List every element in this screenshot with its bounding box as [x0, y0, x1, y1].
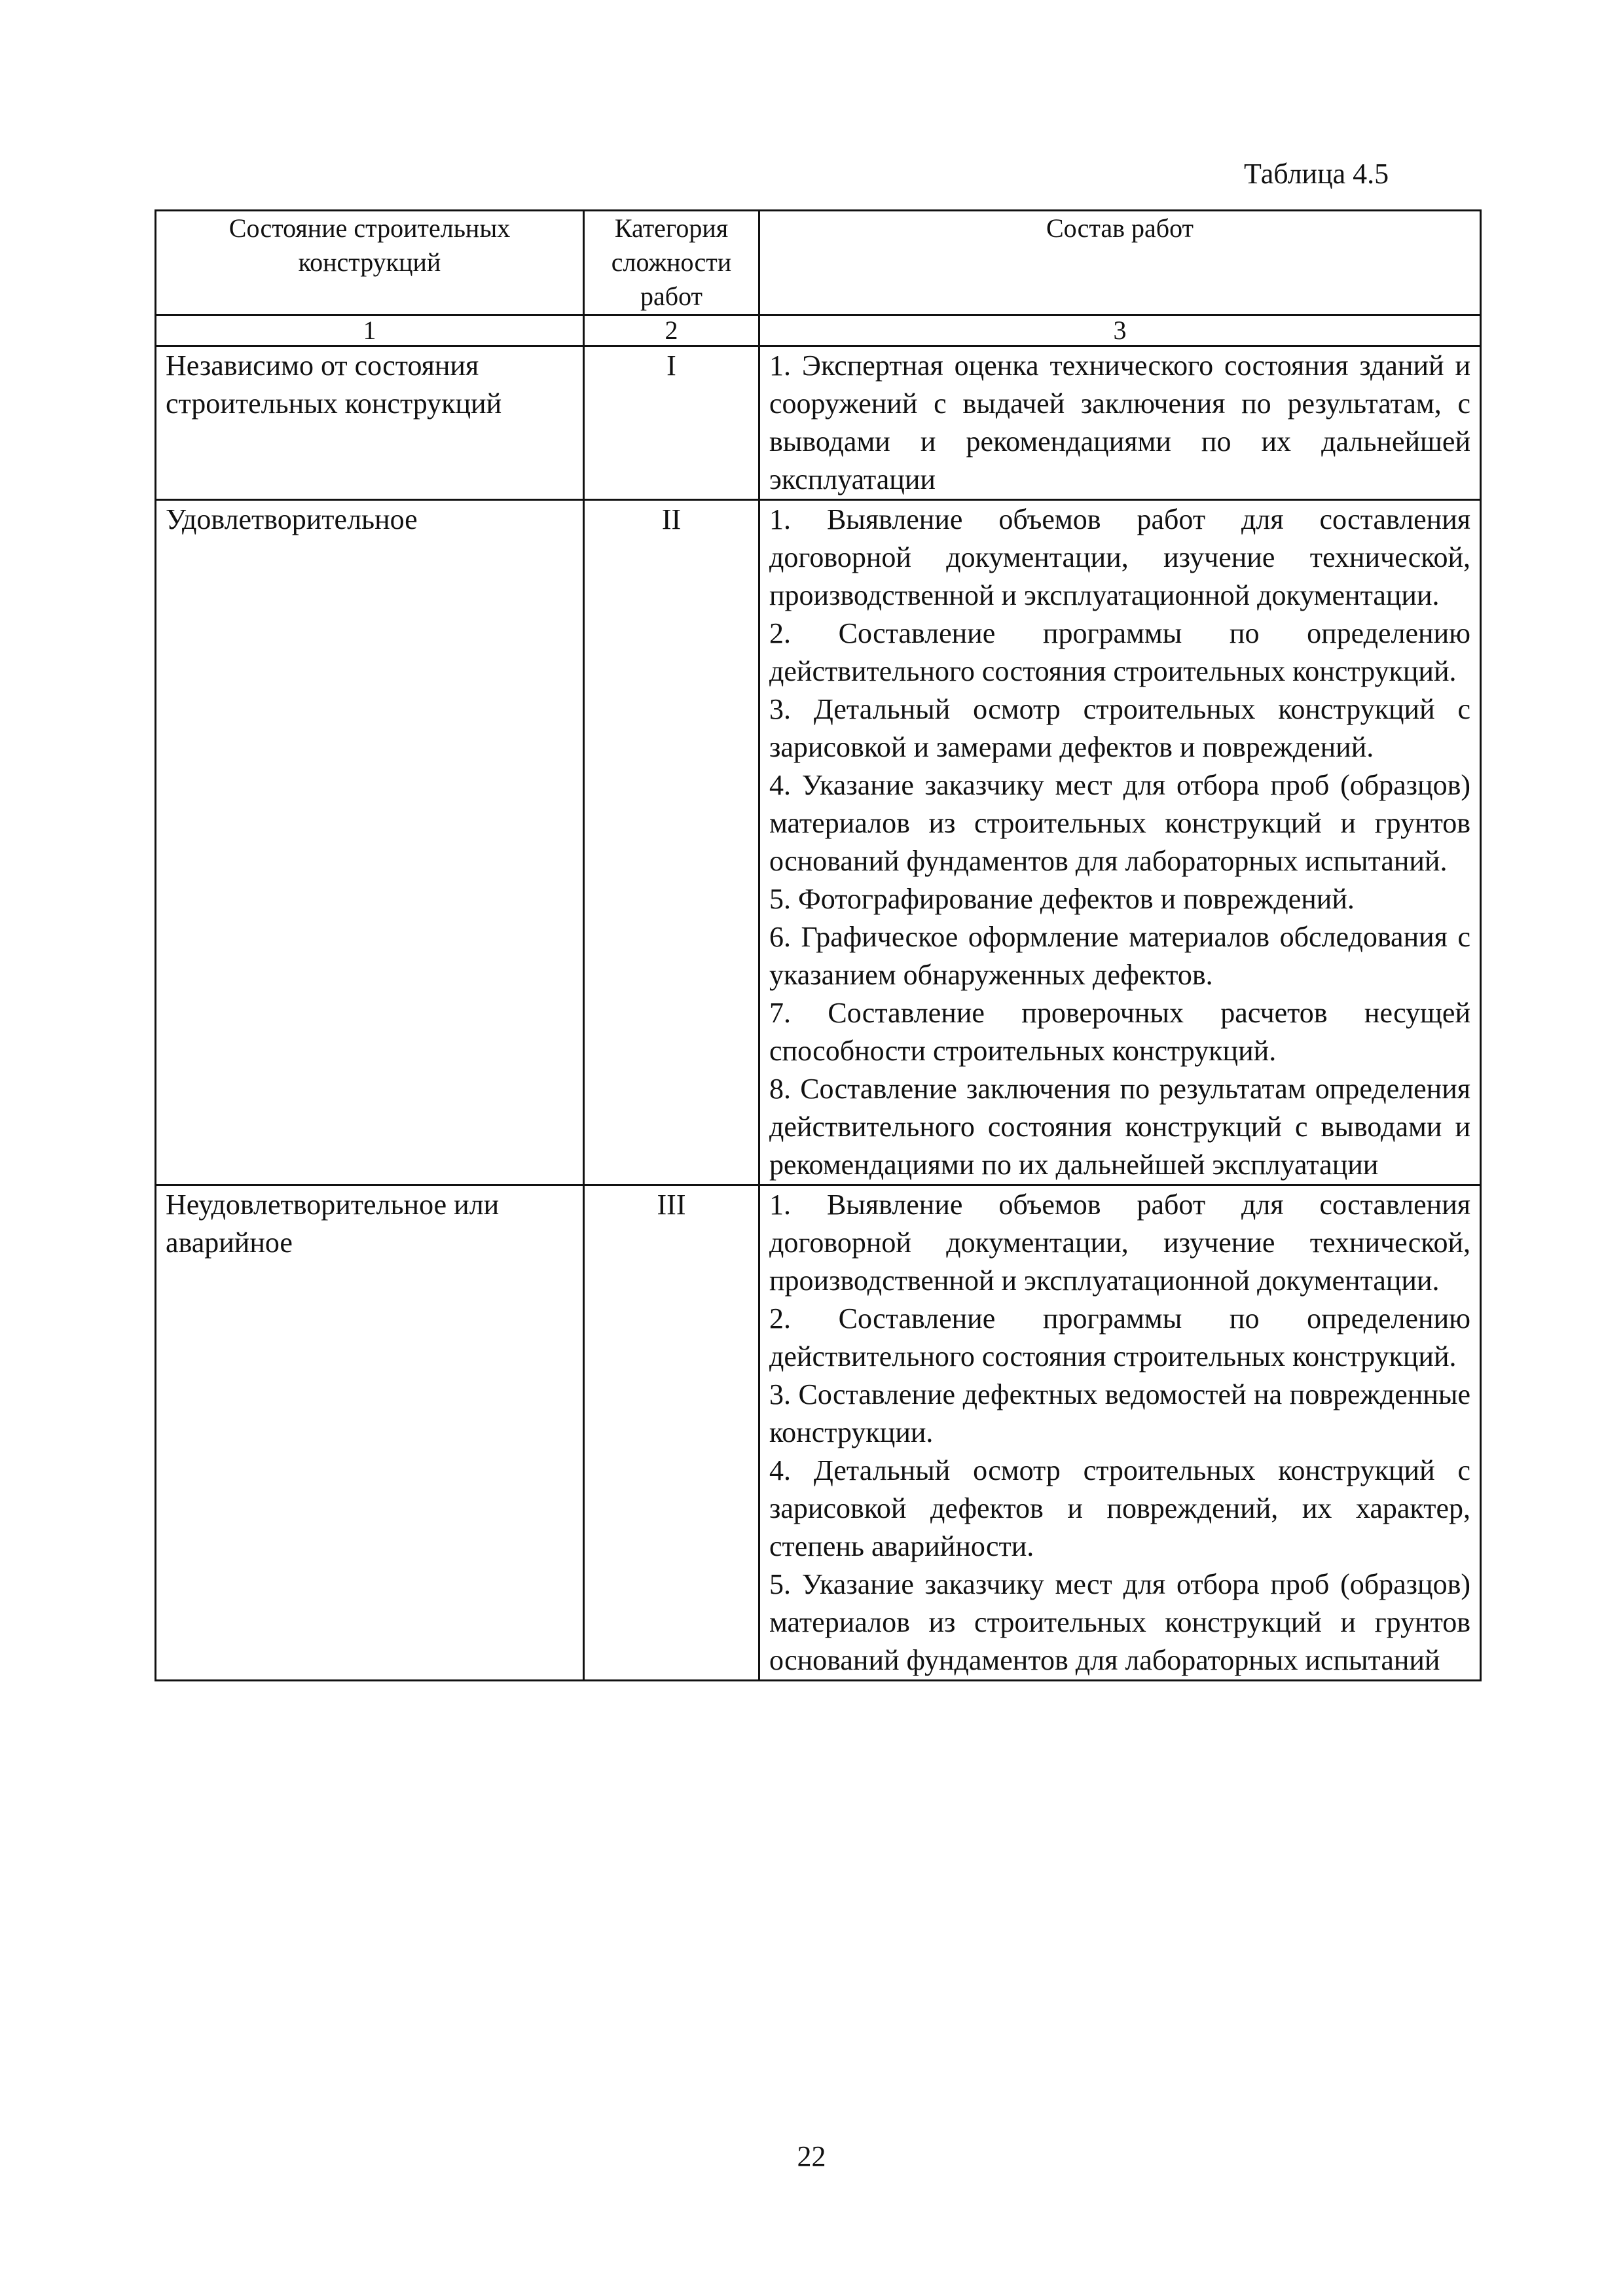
- state-cell: Удовлетворительное: [156, 500, 584, 1185]
- work-item: 8. Составление заключения по результатам определения действительного состояния конструкций с выводами и рекомендациями по их дальнейшей эксплуатации: [769, 1073, 1470, 1181]
- work-item: 1. Экспертная оценка технического состояния зданий и сооружений с выдачей заключения по результатам, с выводами и рекомендациями по их дальнейшей эксплуатации: [769, 350, 1470, 495]
- works-cell: [759, 500, 1481, 1185]
- category-cell: II: [584, 500, 759, 1185]
- work-item: 6. Графическое оформление материалов обследования с указанием обнаруженных дефектов.: [769, 921, 1470, 991]
- column-number: 3: [759, 315, 1481, 346]
- table-row: [156, 500, 1481, 1185]
- work-item: 1. Выявление объемов работ для составления договорной документации, изучение технической, производственной и эксплуатационной документации.: [769, 1189, 1470, 1297]
- work-item: 3. Детальный осмотр строительных конструкций с зарисовкой и замерами дефектов и повреждений.: [769, 693, 1470, 763]
- work-item: 2. Составление программы по определению действительного состояния строительных конструкций.: [769, 1302, 1470, 1372]
- work-item: 5. Указание заказчику мест для отбора проб (образцов) материалов из строительных конструкций и грунтов оснований фундаментов для лабораторных испытаний: [769, 1568, 1470, 1676]
- work-item: 7. Составление проверочных расчетов несущей способности строительных конструкций.: [769, 997, 1470, 1067]
- table-row: [156, 346, 1481, 500]
- work-item: 4. Детальный осмотр строительных конструкций с зарисовкой дефектов и повреждений, их характер, степень аварийности.: [769, 1454, 1470, 1562]
- column-numbers-row: [156, 315, 1481, 346]
- column-number: 1: [156, 315, 584, 346]
- header-category: Категория сложности работ: [584, 211, 759, 315]
- state-cell: Неудовлетворительное или аварийное: [156, 1185, 584, 1681]
- column-number: 2: [584, 315, 759, 346]
- works-table: [155, 209, 1482, 1681]
- table-caption: Таблица 4.5: [1244, 158, 1389, 190]
- page-number: 22: [797, 2140, 826, 2172]
- header-state: Состояние строительных конструкций: [156, 211, 584, 315]
- header-works: Состав работ: [759, 211, 1481, 315]
- work-item: 1. Выявление объемов работ для составления договорной документации, изучение технической, производственной и эксплуатационной документации.: [769, 503, 1470, 611]
- work-item: 5. Фотографирование дефектов и повреждений.: [769, 883, 1355, 915]
- table-header-row: [156, 211, 1481, 315]
- category-cell: III: [584, 1185, 759, 1681]
- category-cell: I: [584, 346, 759, 500]
- work-item: 3. Составление дефектных ведомостей на поврежденные конструкции.: [769, 1378, 1470, 1448]
- work-item: 2. Составление программы по определению действительного состояния строительных конструкций.: [769, 617, 1470, 687]
- table-row: [156, 1185, 1481, 1681]
- work-item: 4. Указание заказчику мест для отбора проб (образцов) материалов из строительных конструкций и грунтов оснований фундаментов для лабораторных испытаний.: [769, 769, 1470, 877]
- state-cell: Независимо от состояния строительных конструкций: [156, 346, 584, 500]
- works-cell: [759, 1185, 1481, 1681]
- works-cell: [759, 346, 1481, 500]
